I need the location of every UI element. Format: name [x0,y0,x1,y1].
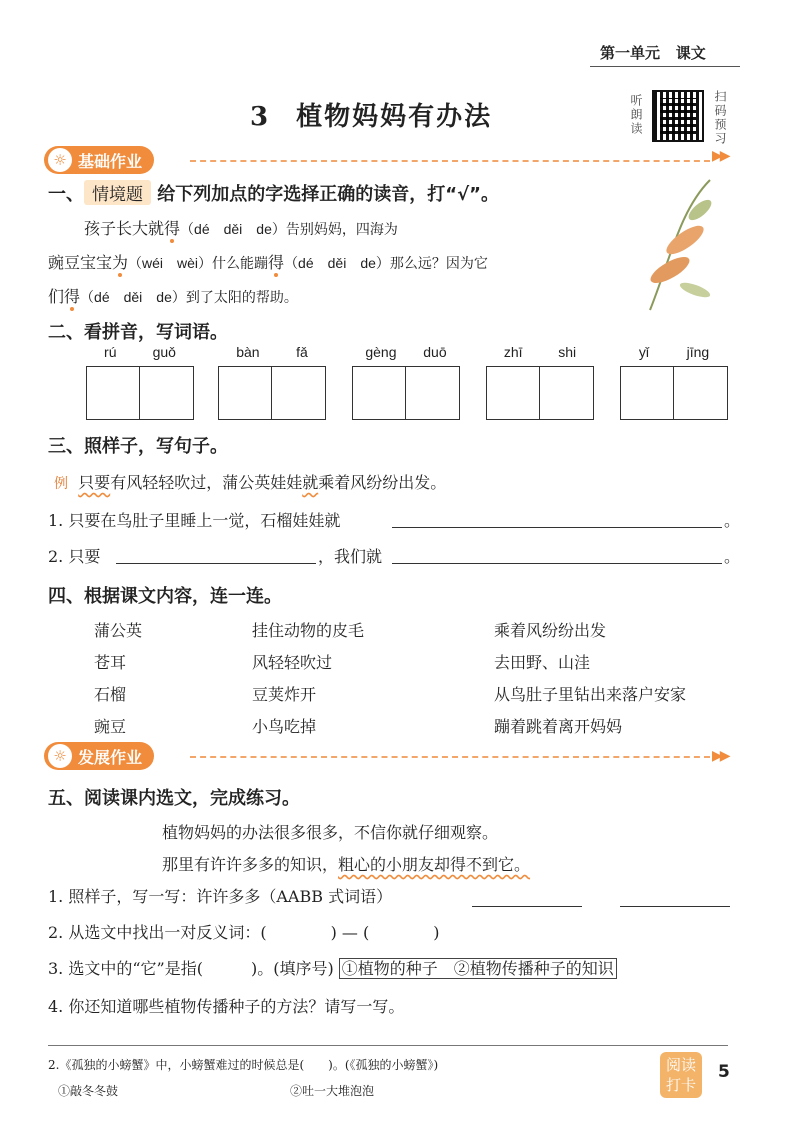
unit-label: 第一单元 [600,44,661,62]
q1-number: 一、 [48,184,84,205]
pinyin-word-2 [352,344,460,420]
writing-box[interactable] [352,366,406,420]
answer-line[interactable] [472,906,582,907]
writing-box[interactable] [620,366,674,420]
scan-label: 扫码预习 [713,90,727,146]
lightbulb-icon: ☼ [48,744,72,768]
writing-box[interactable] [272,366,326,420]
writing-box[interactable] [486,366,540,420]
writing-box[interactable] [218,366,272,420]
badge-text-b: 作业 [110,152,143,171]
match-item-col2[interactable]: 豆荚炸开 [252,685,317,704]
example-sentence: 例 只要有风轻轻吹过，蒲公英娃娃就乘着风纷纷出发。 [54,473,447,492]
page-title [250,96,492,133]
unit-type: 课文 [675,44,706,62]
q2-heading: 二、看拼音，写词语。 [48,322,228,343]
development-homework-badge: ☼ 发展作业 [44,742,154,770]
match-item-col1[interactable]: 石榴 [94,685,127,704]
reading-checkin-badge: 阅读 打卡 [660,1052,702,1098]
pinyin-label: yǐ jīng [638,344,710,360]
q5-heading: 五、阅读课内选文，完成练习。 [48,788,300,809]
header-divider [590,66,740,67]
writing-box[interactable] [406,366,460,420]
writing-box[interactable] [86,366,140,420]
dotted-char: 得 [164,219,181,238]
q1-line3: 们得（dé děi de）到了太阳的帮助。 [48,287,298,306]
footer-question: 2.《孤独的小螃蟹》中，小螃蟹难过的时候总是( )。(《孤独的小螃蟹》) [48,1058,439,1072]
options-box: ①植物的种子 ②植物传播种子的知识 [339,958,617,979]
q1-line1: 孩子长大就得（dé děi de）告别妈妈，四海为 [84,219,398,238]
match-item-col1[interactable]: 苍耳 [94,653,127,672]
pinyin-label: rú guǒ [104,344,176,360]
match-item-col1[interactable]: 豌豆 [94,717,127,736]
unit-header [600,42,706,63]
item-4: 4. 你还知道哪些植物传播种子的方法？请写一写。 [48,997,405,1016]
answer-line[interactable] [392,527,722,528]
footer-option-1: ①敲冬冬鼓 [58,1084,119,1098]
lesson-title: 植物妈妈有办法 [296,102,493,132]
passage-line-1: 植物妈妈的办法很多很多，不信你就仔细观察。 [162,823,499,842]
arrow-icon: ▶▶ [712,148,728,164]
qr-code-icon[interactable] [652,90,704,142]
pinyin-label: zhī shi [503,344,577,360]
match-item-col3[interactable]: 蹦着跳着离开妈妈 [494,717,623,736]
plant-illustration [640,170,730,320]
pinyin-word-4 [620,344,728,420]
lesson-number: 3 [250,102,271,132]
match-item-col1[interactable]: 蒲公英 [94,621,143,640]
footer-divider [48,1045,728,1046]
q1-heading [48,180,499,206]
match-item-col2[interactable]: 风轻轻吹过 [252,653,333,672]
item-3: 3. 选文中的“它”是指( )。(填序号) ①植物的种子 ②植物传播种子的知识 [48,956,617,979]
item-2: 2. 从选文中找出一对反义词：( ) — ( ) [48,923,440,942]
dotted-char: 得 [64,287,81,306]
q3-heading: 三、照样子，写句子。 [48,436,228,457]
passage-line-2: 那里有许许多多的知识，粗心的小朋友却得不到它。 [162,855,531,874]
context-tag: 情境题 [84,180,151,205]
pinyin-word-0 [86,344,194,420]
section-divider [190,756,710,758]
q1-line2: 豌豆宝宝为（wéi wèi）什么能蹦得（dé děi de）那么远？因为它 [48,253,488,272]
writing-box[interactable] [140,366,194,420]
pinyin-label: bàn fǎ [236,344,308,360]
q4-heading: 四、根据课文内容，连一连。 [48,586,282,607]
pinyin-word-3 [486,344,594,420]
match-item-col3[interactable]: 去田野、山洼 [494,653,591,672]
sentence-2-start: 2. 只要 [48,547,101,566]
answer-line[interactable] [116,563,316,564]
arrow-icon: ▶▶ [712,748,728,764]
badge-text-a: 基础 [78,152,111,171]
pinyin-label: gèng duō [365,344,447,360]
dotted-char: 得 [268,253,285,272]
answer-line[interactable] [392,563,722,564]
footer-option-2: ②吐一大堆泡泡 [290,1084,375,1098]
match-item-col3[interactable]: 从鸟肚子里钻出来落户安家 [494,685,687,704]
writing-box[interactable] [674,366,728,420]
match-item-col2[interactable]: 小鸟吃掉 [252,717,317,736]
sentence-1: 1. 只要在鸟肚子里睡上一觉，石榴娃娃就 [48,511,341,530]
section-divider [190,160,710,162]
page-number: 5 [718,1062,730,1082]
sentence-2-mid: ，我们就 [318,547,383,566]
q1-title: 给下列加点的字选择正确的读音，打“√”。 [157,184,499,205]
pinyin-word-1 [218,344,326,420]
answer-line[interactable] [620,906,730,907]
lightbulb-icon: ☼ [48,148,72,172]
dotted-char: 为 [112,253,129,272]
listen-label: 听朗读 [629,94,643,136]
example-label: 例 [54,476,68,492]
match-item-col2[interactable]: 挂住动物的皮毛 [252,621,365,640]
writing-box[interactable] [540,366,594,420]
basic-homework-badge [44,146,154,174]
item-1: 1. 照样子，写一写：许许多多（AABB 式词语） [48,887,393,906]
match-item-col3[interactable]: 乘着风纷纷出发 [494,621,607,640]
